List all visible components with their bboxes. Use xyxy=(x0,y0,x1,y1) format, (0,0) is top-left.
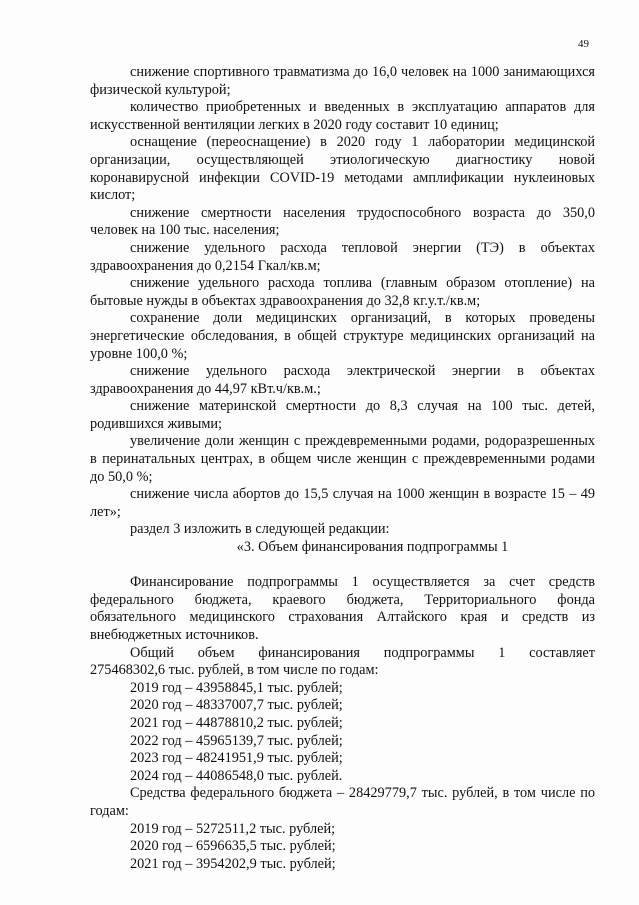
section-title: «3. Объем финансирования подпрограммы 1 xyxy=(236,539,509,556)
list-item: 2019 год – 5272511,2 тыс. рублей; xyxy=(130,820,336,837)
list-item: 2020 год – 6596635,5 тыс. рублей; xyxy=(130,838,336,855)
paragraph-abortions: снижение числа абортов до 15,5 случая на 1000 женщин в возрасте 15 – 49 лет»; xyxy=(90,486,595,520)
list-item: 2020 год – 48337007,7 тыс. рублей; xyxy=(130,697,343,714)
paragraph-section-instruction: раздел 3 изложить в следующей редакции: xyxy=(130,521,390,538)
paragraph-energy-audits: сохранение доли медицинских организаций, в которых проведены энергетические обследования, в общей структуре медицинских организаций на уровне 100,0 %; xyxy=(90,310,595,362)
list-item: 2021 год – 44878810,2 тыс. рублей; xyxy=(130,714,343,731)
list-item: 2021 год – 3954202,9 тыс. рублей; xyxy=(130,855,336,872)
paragraph-electric-energy: снижение удельного расхода электрической энергии в объектах здравоохранения до 44,97 кВт.ч/кв.м.; xyxy=(90,363,595,397)
list-item: 2024 год – 44086548,0 тыс. рублей. xyxy=(130,767,343,784)
list-item: 2019 год – 43958845,1 тыс. рублей; xyxy=(130,679,343,696)
federal-by-year-list xyxy=(90,821,595,874)
list-item: 2022 год – 45965139,7 тыс. рублей; xyxy=(130,732,343,749)
total-by-year-list xyxy=(90,680,595,786)
document-body xyxy=(90,64,595,873)
paragraph-covid-lab: оснащение (переоснащение) в 2020 году 1 лаборатории медицинской организации, осуществляющей этиологическую диагностику новой коронавирусной инфекции COVID-19 методами амплификации нуклеиновых кислот; xyxy=(90,134,595,204)
paragraph-mortality-working-age: снижение смертности населения трудоспособного возраста до 350,0 человек на 100 тыс. населения; xyxy=(90,204,595,239)
paragraph-maternal-mortality: снижение материнской смертности до 8,3 случая на 100 тыс. детей, родившихся живыми; xyxy=(90,398,595,432)
paragraph-federal-budget: Средства федерального бюджета – 28429779,7 тыс. рублей, в том числе по годам: xyxy=(90,785,595,819)
paragraph-financing-sources: Финансирование подпрограммы 1 осуществляется за счет средств федерального бюджета, краевого бюджета, Территориального фонда обязательного медицинского страхования Алтайского края и средств из внебюджетных источников. xyxy=(90,574,595,643)
blank-line xyxy=(90,557,595,575)
paragraph-fuel-consumption: снижение удельного расхода топлива (главным образом отопление) на бытовые нужды в объектах здравоохранения до 32,8 кг.у.т./кв.м; xyxy=(90,275,595,309)
page-number: 49 xyxy=(578,38,589,50)
list-item: 2023 год – 48241951,9 тыс. рублей; xyxy=(130,750,343,767)
paragraph-ventilators: количество приобретенных и введенных в эксплуатацию аппаратов для искусственной вентиляции легких в 2020 году составит 10 единиц; xyxy=(90,99,595,133)
paragraph-total-financing-line1: Общий объем финансирования подпрограммы 1 составляет xyxy=(130,644,595,661)
paragraph-total-financing-line2: 275468302,6 тыс. рублей, в том числе по годам: xyxy=(90,662,379,679)
paragraph-heat-energy: снижение удельного расхода тепловой энергии (ТЭ) в объектах здравоохранения до 0,2154 Гкал/кв.м; xyxy=(90,239,595,274)
paragraph-premature-births: увеличение доли женщин с преждевременными родами, родоразрешенных в перинатальных центрах, в общем числе женщин с преждевременными родами до 50,0 %; xyxy=(90,433,595,485)
paragraph-sports-injury: снижение спортивного травматизма до 16,0 человек на 1000 занимающихся физической культурой; xyxy=(90,64,595,98)
